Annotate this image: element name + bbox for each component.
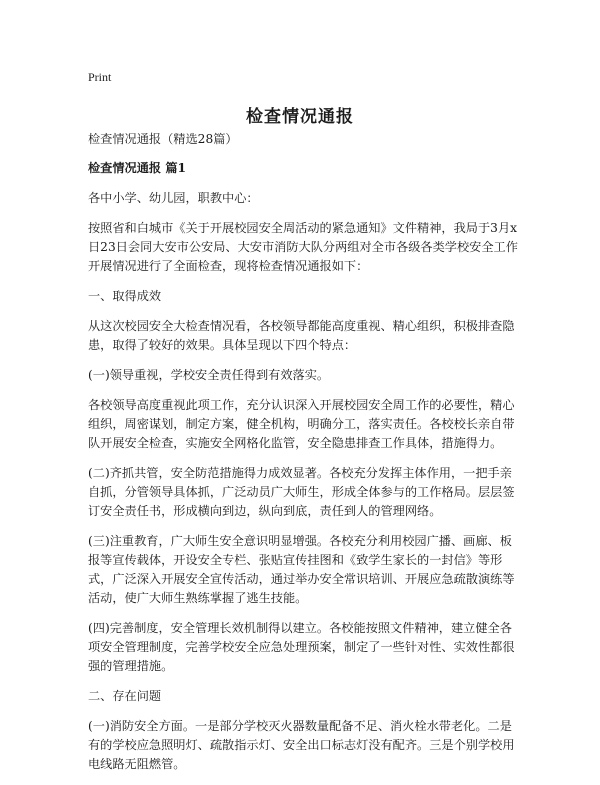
document-body	[88, 130, 520, 785]
heading-achievements: 一、取得成效	[88, 289, 162, 303]
salutation: 各中小学、幼儿园，职教中心：	[88, 191, 259, 205]
point-1-heading: (一)领导重视，学校安全责任得到有效落实。	[88, 368, 330, 382]
paragraph-intro: 按照省和白城市《关于开展校园安全周活动的紧急通知》文件精神，我局于3月x日23日会同大安市公安局、大安市消防大队分两组对全市各级各类学校安全工作开展情况进行了全面检查，现将检查情况通报如下：	[88, 221, 518, 273]
paragraph-point-4: (四)完善制度，安全管理长效机制得以建立。各校能按照文件精神，建立健全各项安全管理制度，完善学校安全应急处理预案，制定了一些针对性、实效性都很强的管理措施。	[88, 621, 515, 673]
document-subtitle: 检查情况通报（精选28篇）	[88, 132, 238, 146]
paragraph-overview: 从这次校园安全大检查情况看，各校领导都能高度重视、精心组织，积极排查隐患，取得了较好的效果。具体呈现以下四个特点：	[88, 319, 515, 352]
page-title: 检查情况通报	[246, 107, 354, 127]
paragraph-point-1: 各校领导高度重视此项工作，充分认识深入开展校园安全周工作的必要性，精心组织，周密谋划，制定方案，健全机构，明确分工，落实责任。各校校长亲自带队开展安全检查，实施安全网格化监管，安全隐患排查工作具体，措施得力。	[88, 398, 515, 450]
heading-problems: 二、存在问题	[88, 689, 162, 703]
print-link[interactable]: Print	[88, 70, 112, 84]
paragraph-point-2: (二)齐抓共管，安全防范措施得力成效显著。各校充分发挥主体作用，一把手亲自抓，分管领导具体抓，广泛动员广大师生，形成全体参与的工作格局。层层签订安全责任书，形成横向到边，纵向到底，责任到人的管理网络。	[88, 466, 515, 518]
paragraph-point-3: (三)注重教育，广大师生安全意识明显增强。各校充分利用校园广播、画廊、板报等宣传载体，开设安全专栏、张贴宣传挂图和《致学生家长的一封信》等形式，广泛深入开展安全宣传活动，通过举办安全常识培训、开展应急疏散演练等活动，使广大师生熟练掌握了逃生技能。	[88, 534, 515, 605]
section-heading: 检查情况通报 篇1	[88, 161, 187, 175]
paragraph-fire-safety: (一)消防安全方面。一是部分学校灭火器数量配备不足、消火栓水带老化。二是有的学校应急照明灯、疏散指示灯、安全出口标志灯没有配齐。三是个别学校用电线路无阻燃管。	[88, 719, 515, 771]
